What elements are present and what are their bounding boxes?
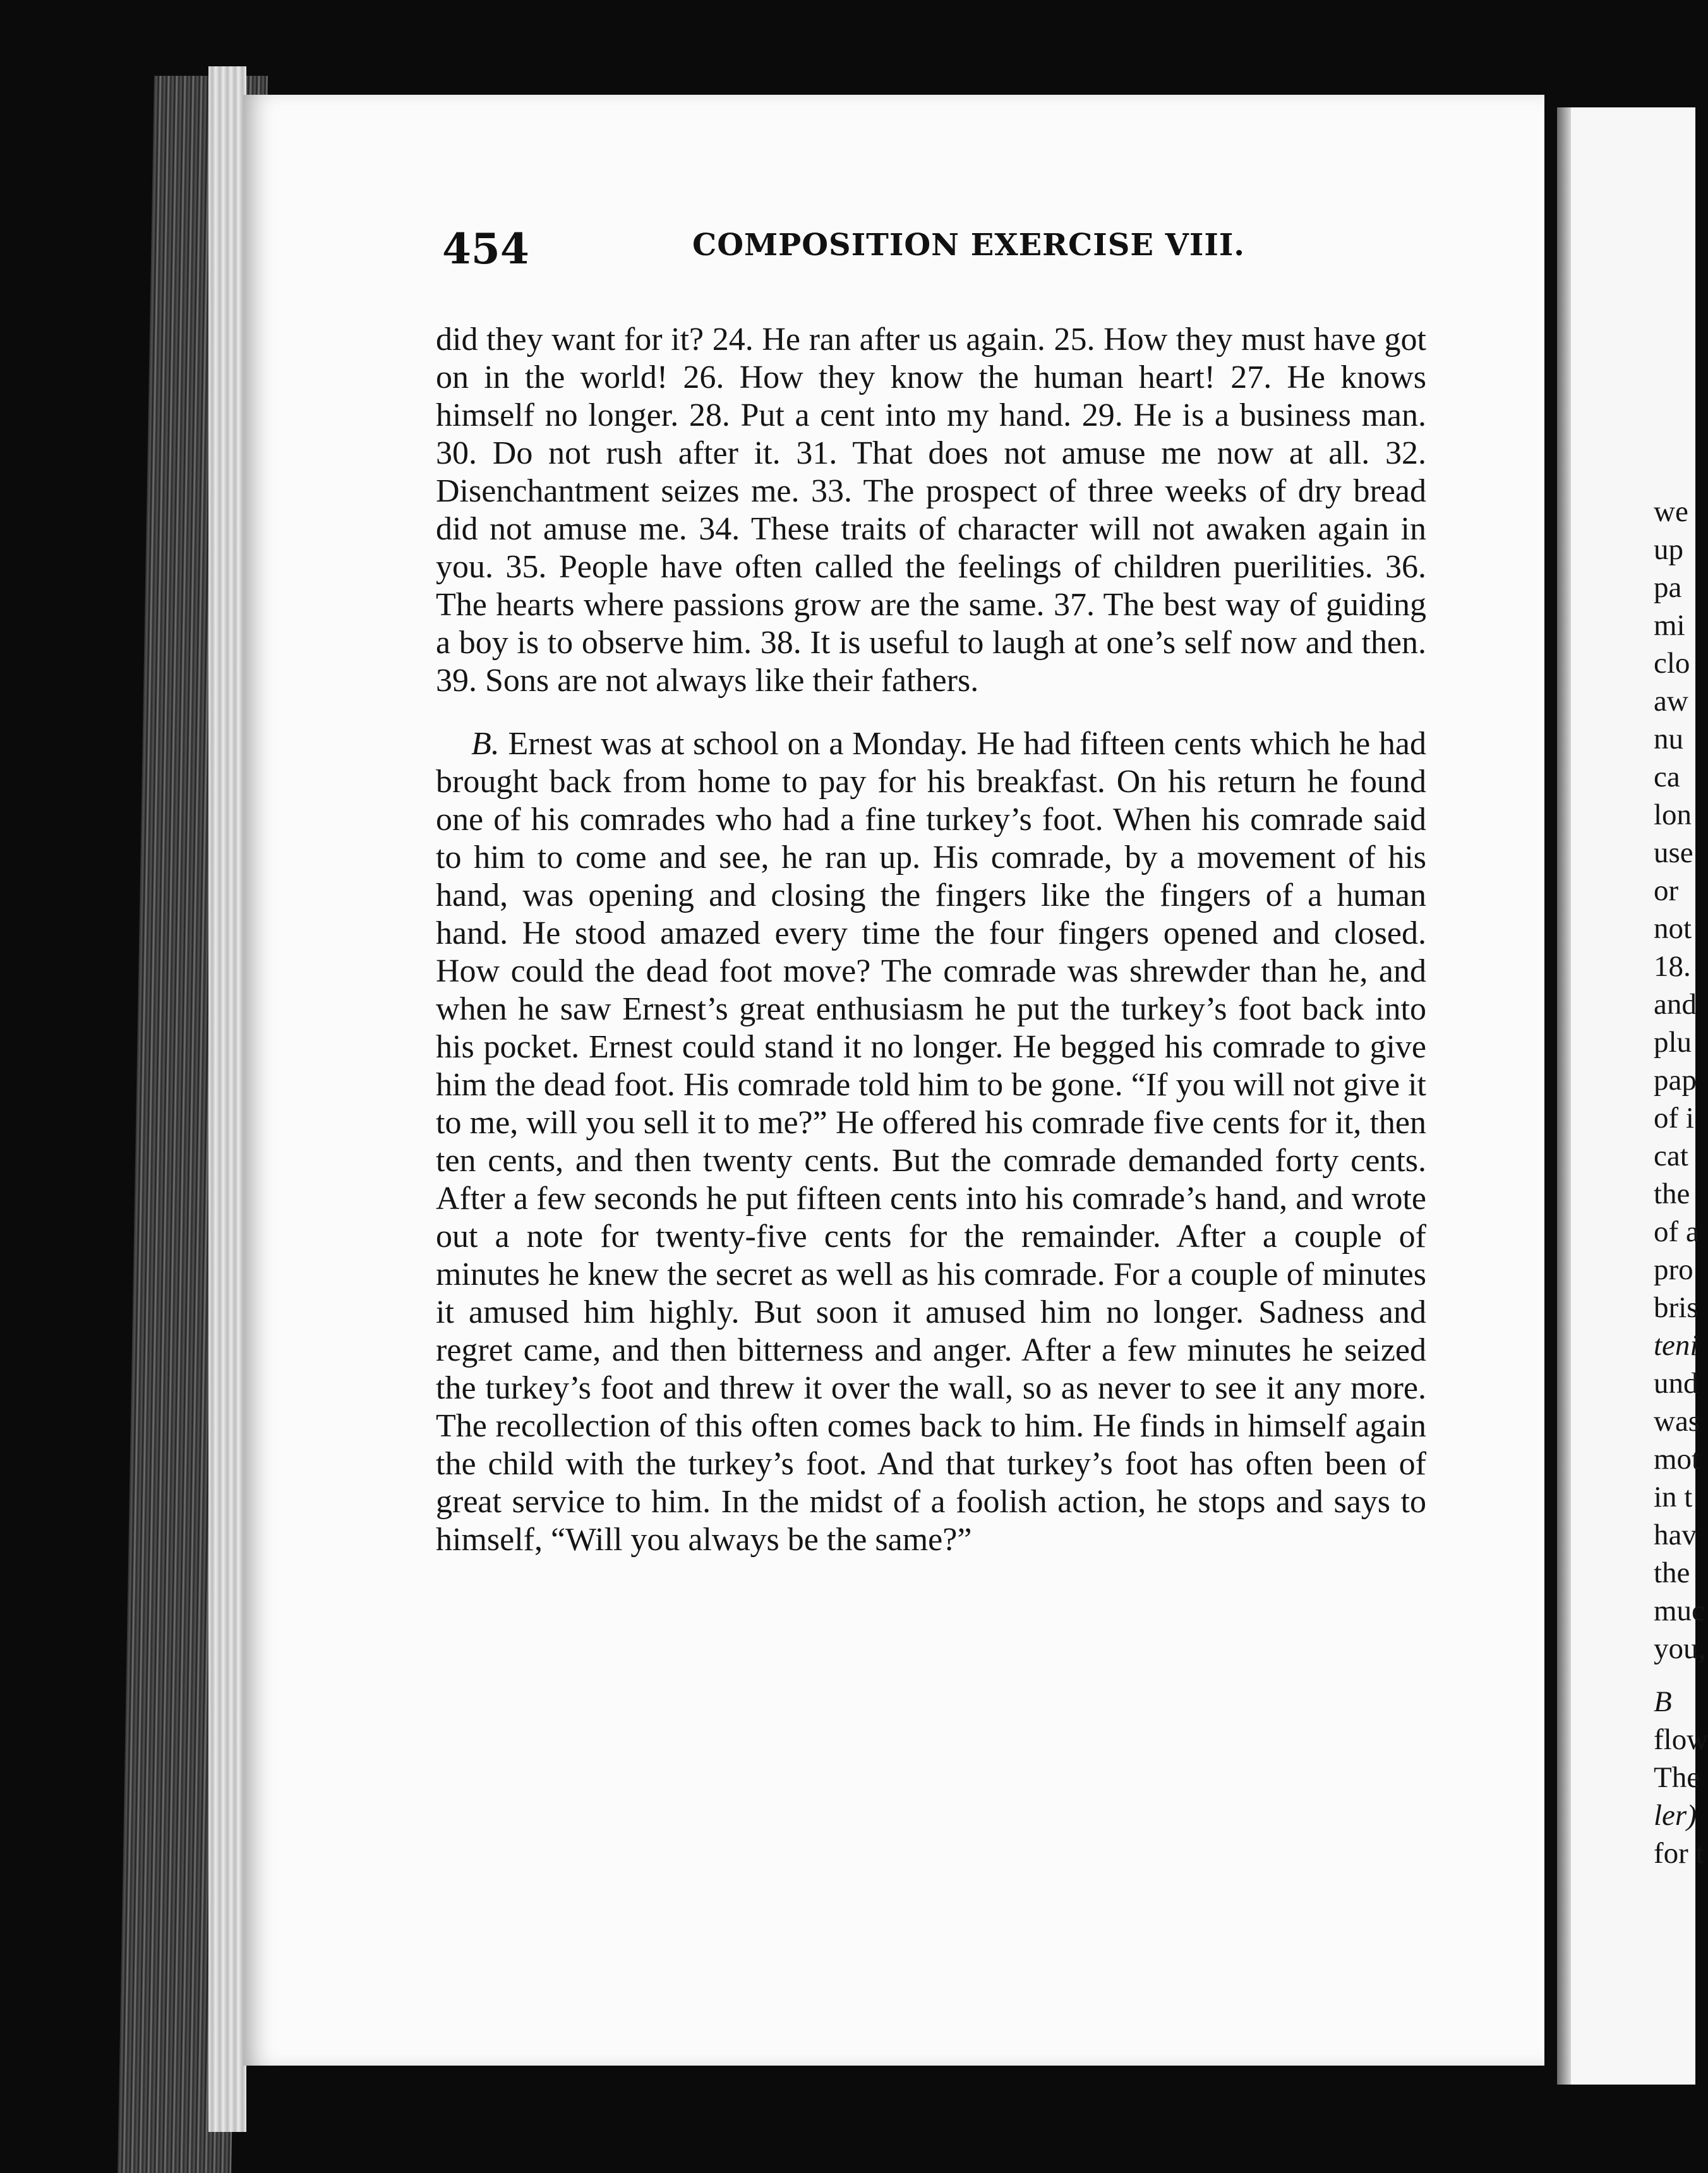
page-number: 454 [442,224,529,274]
opposite-page-fragment: muc [1654,1594,1705,1627]
opposite-page-fragment: we [1654,495,1688,528]
opposite-page-text-fragments [1654,493,1708,1872]
running-head-title: COMPOSITION EXERCISE VIII. [692,227,1245,263]
opposite-page-fragment: of a [1654,1215,1699,1248]
opposite-page-fragment: pap [1654,1064,1697,1097]
opposite-page-fragment: bris [1654,1291,1699,1324]
exercise-b-letter: B. [471,726,500,762]
opposite-page-fragment: in t [1654,1481,1693,1514]
opposite-page-fragment: ler) [1654,1799,1697,1832]
opposite-page-fragment: pro [1654,1253,1693,1286]
opposite-page-fragment: not [1654,912,1692,945]
book-page-edges-light [208,66,246,2132]
opposite-page-fragment: lon [1654,798,1692,831]
opposite-page-fragment: 18. [1654,950,1691,983]
opposite-page-fragment: for t [1654,1837,1704,1870]
opposite-page-fragment: or [1654,874,1679,907]
opposite-page-fragment: the [1654,1556,1690,1589]
page-body [436,321,1426,1559]
opposite-page-fragment: ca [1654,761,1680,793]
opposite-page-fragment: you, [1654,1632,1706,1665]
opposite-page-fragment: the [1654,1177,1690,1210]
opposite-page-fragment: up [1654,533,1683,566]
opposite-page-fragment: clo [1654,647,1690,680]
opposite-page-fragment: aw [1654,685,1688,718]
opposite-page-fragment: and [1654,988,1697,1021]
opposite-page-fragment: cat [1654,1140,1688,1172]
opposite-page-fragment: use [1654,836,1693,869]
opposite-page-fragment: mi [1654,609,1685,642]
exercise-sentences-paragraph: did they want for it? 24. He ran after us again. 25. How they must have got on in the world! 26. How they know the human heart! 27. He knows himself no longer. 28. Put a cent into my hand. 29. He is a business man. 30. Do not rush after it. 31. That does not amuse me now at all. 32. Disenchantment seizes me. 33. The prospect of three weeks of dry bread did not amuse me. 34. These traits of character will not awaken again in you. 35. People have often called the feelings of children puerilities. 36. The hearts where passions grow are the same. 37. The best way of guiding a boy is to observe him. 38. It is useful to laugh at one’s self now and then. 39. Sons are not always like their fathers. [436,322,1426,699]
opposite-page-fragment: plu [1654,1026,1692,1059]
opposite-page-fragment: The [1654,1761,1700,1794]
opposite-page-fragment: was [1654,1405,1700,1438]
opposite-page-fragment: mot [1654,1443,1700,1476]
opposite-page-fragment: nu [1654,723,1683,755]
opposite-page-fragment: B [1654,1685,1672,1718]
opposite-page-fragment: flow [1654,1723,1708,1756]
exercise-b-paragraph [436,725,1426,1559]
opposite-page-fragment: pa [1654,571,1682,604]
opposite-page-fragment: teni [1654,1329,1699,1362]
opposite-page-fragment: hav [1654,1519,1697,1551]
opposite-page-fragment: of i [1654,1102,1694,1135]
opposite-page-fragment: und [1654,1367,1699,1400]
book-gutter [1557,107,1571,2085]
exercise-b-text: Ernest was at school on a Monday. He had fifteen cents which he had brought back from home to pay for his breakfast. On his return he found one of his comrades who had a fine turkey’s foot. When his comrade said to him to come and see, he ran up. His comrade, by a movement of his hand, was opening and closing the fingers like the fingers of a human hand. He stood amazed every time the four fingers opened and closed. How could the dead foot move? The comrade was shrewder than he, and when he saw Ernest’s great enthusiasm he put the turkey’s foot back into his pocket. Ernest could stand it no longer. He begged his comrade to give him the dead foot. His comrade told him to be gone. “If you will not give it to me, will you sell it to me?” He offered his comrade five cents for it, then ten cents, and then twenty cents. But the comrade demanded forty cents. After a few seconds he put fifteen cents into his comrade’s hand, and wrote out a note for twenty-five cents for the remainder. After a couple of minutes he knew the secret as well as his comrade. For a couple of minutes it amused him highly. But soon it amused him no longer. Sadness and regret came, and then bitterness and anger. After a few minutes he seized the turkey’s foot and threw it over the wall, so as never to see it any more. The recollection of this often comes back to him. He finds in himself again the child with the turkey’s foot. And that turkey’s foot has often been of great service to him. In the midst of a foolish action, he stops and says to himself, “Will you always be the same?” [436,726,1426,1558]
